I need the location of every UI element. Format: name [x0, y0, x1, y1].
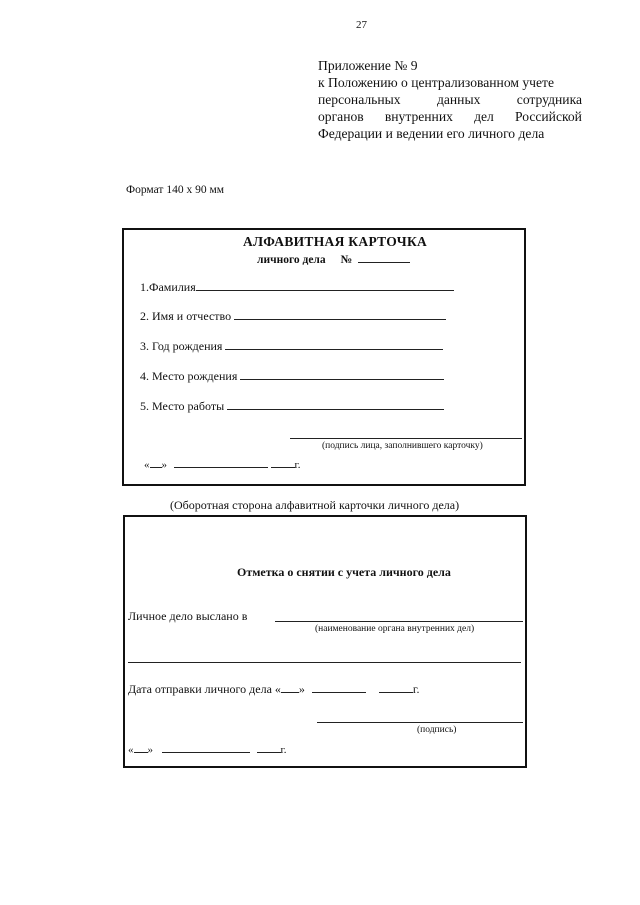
field-label: 1.Фамилия — [140, 280, 196, 294]
day-field[interactable] — [150, 456, 162, 468]
send-year-field[interactable] — [379, 681, 413, 693]
format-note: Формат 140 х 90 мм — [126, 184, 224, 196]
sent-to-label: Личное дело выслано в — [128, 609, 248, 623]
appendix-word: сотрудника — [516, 92, 582, 107]
send-date-close-quote: » — [298, 682, 305, 696]
field-label: 2. Имя и отчество — [140, 309, 232, 323]
appendix-word: органов — [318, 109, 364, 124]
appendix-word: персональных — [318, 92, 401, 107]
back-month-field[interactable] — [162, 741, 250, 753]
signature-caption: (подпись лица, заполнившего карточку) — [322, 441, 483, 451]
appendix-line-3 — [318, 108, 582, 125]
send-year-suffix: г. — [412, 682, 420, 696]
appendix-word: дел — [474, 109, 494, 124]
alphabet-card-front — [122, 228, 526, 486]
appendix-word: Российской — [514, 109, 582, 124]
birth-year-input[interactable] — [225, 338, 443, 350]
appendix-word: данных — [436, 92, 481, 107]
field-birth-year — [140, 338, 443, 354]
name-patronymic-input[interactable] — [234, 308, 446, 320]
removal-title: Отметка о снятии с учета личного дела — [237, 565, 451, 579]
back-date-line — [128, 741, 287, 756]
appendix-line-4: Федерации и ведении его личного дела — [318, 126, 545, 141]
send-date-line — [128, 681, 419, 697]
appendix-line-1: к Положению о централизованном учете — [318, 75, 555, 90]
field-surname — [140, 279, 454, 295]
page-number: 27 — [356, 19, 367, 31]
signature-line[interactable] — [290, 438, 522, 439]
appendix-word: внутренних — [384, 109, 453, 124]
card-subtitle — [257, 251, 410, 266]
back-day-field[interactable] — [134, 741, 148, 753]
back-signature-line[interactable] — [317, 722, 523, 723]
card-subtitle-text: личного дела — [257, 254, 326, 266]
field-name-patronymic — [140, 308, 446, 324]
sent-to-caption: (наименование органа внутренних дел) — [315, 624, 475, 634]
date-line — [144, 456, 301, 471]
field-label: 5. Место работы — [140, 399, 225, 413]
year-field[interactable] — [271, 456, 295, 468]
back-side-caption: (Оборотная сторона алфавитной карточки личного дела) — [170, 498, 460, 512]
year-suffix: г. — [294, 459, 301, 471]
birth-place-input[interactable] — [240, 368, 444, 380]
back-year-suffix: г. — [280, 744, 287, 756]
month-field[interactable] — [174, 456, 268, 468]
appendix-header — [318, 57, 582, 142]
field-workplace — [140, 398, 444, 414]
field-label: 4. Место рождения — [140, 369, 238, 383]
field-label: 3. Год рождения — [140, 339, 223, 353]
send-month-field[interactable] — [312, 681, 366, 693]
send-date-label: Дата отправки личного дела « — [128, 682, 281, 696]
sent-to-input[interactable] — [275, 621, 523, 622]
card-title: АЛФАВИТНАЯ КАРТОЧКА — [243, 234, 428, 249]
appendix-title: Приложение № 9 — [318, 58, 418, 73]
date-close-quote: » — [161, 459, 167, 471]
back-signature-caption: (подпись) — [417, 725, 457, 735]
alphabet-card-back — [123, 515, 527, 768]
back-date-close-quote: » — [147, 744, 153, 756]
back-date-open-quote: « — [128, 744, 134, 756]
card-number-field[interactable] — [358, 251, 410, 263]
number-sign: № — [340, 254, 353, 266]
sent-to-input-continued[interactable] — [128, 662, 521, 663]
date-open-quote: « — [144, 459, 150, 471]
appendix-line-2 — [318, 91, 582, 108]
surname-input[interactable] — [196, 279, 454, 291]
back-year-field[interactable] — [257, 741, 281, 753]
field-birth-place — [140, 368, 444, 384]
workplace-input[interactable] — [227, 398, 444, 410]
send-day-field[interactable] — [281, 681, 299, 693]
